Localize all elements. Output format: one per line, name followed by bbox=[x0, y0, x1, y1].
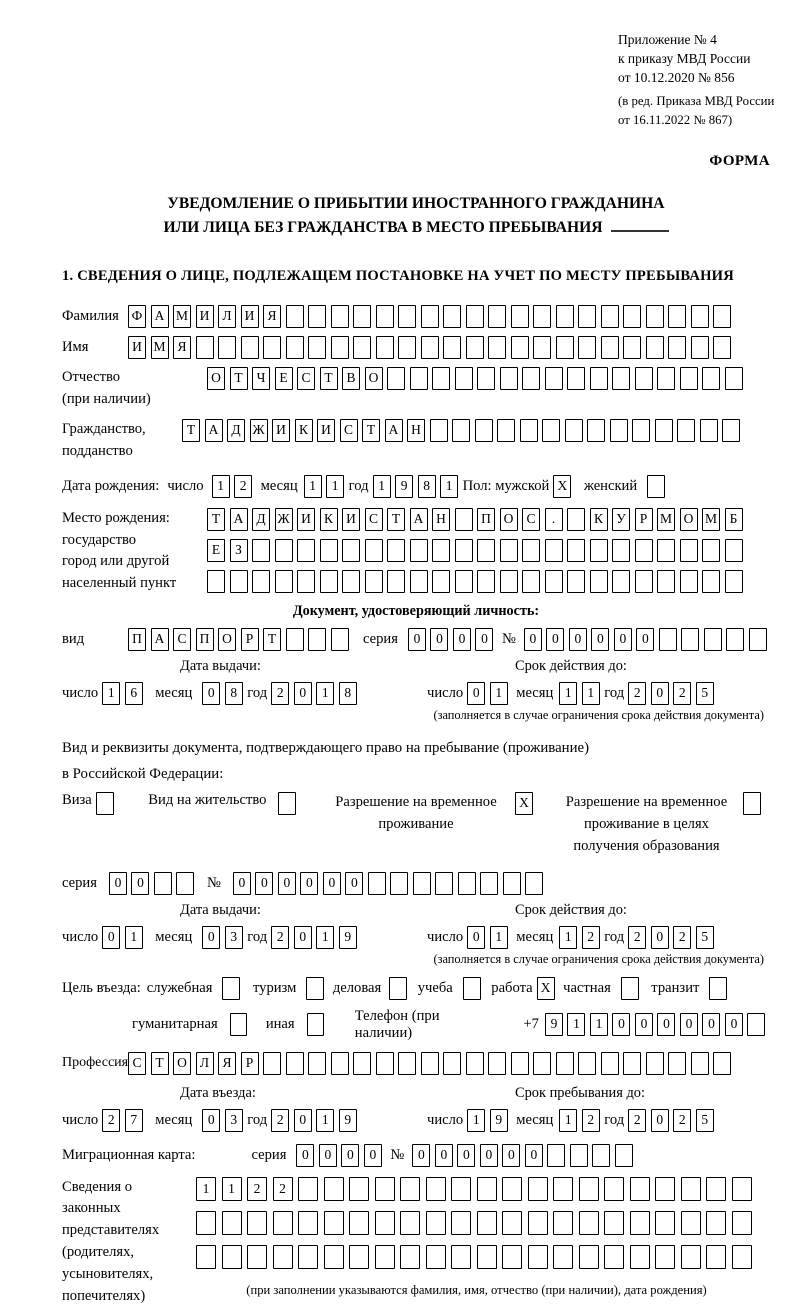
phone-prefix: +7 bbox=[523, 1016, 539, 1033]
form-title-line1: УВЕДОМЛЕНИЕ О ПРИБЫТИИ ИНОСТРАННОГО ГРАЖДАНИНА bbox=[167, 194, 665, 212]
profession-boxes: С Т О Л Я Р bbox=[128, 1052, 736, 1075]
residence-valid-day-boxes: 0 1 bbox=[467, 926, 512, 949]
residence-issue-day-boxes: 0 1 bbox=[102, 926, 147, 949]
purpose-row1 bbox=[62, 977, 770, 1000]
purpose-humanitarian-label: гуманитарная bbox=[132, 1016, 218, 1033]
sex-male-checkbox: X bbox=[553, 475, 571, 498]
representatives-note: (при заполнении указываются фамилия, имя, отчество (при наличии), дата рождения) bbox=[246, 1282, 707, 1297]
purpose-work-checkbox: X bbox=[537, 977, 555, 1000]
residence-number-label: № bbox=[206, 874, 221, 891]
residence-permit-label: Вид на жительство bbox=[148, 791, 267, 808]
entry-month-boxes: 0 3 bbox=[202, 1109, 247, 1132]
sex-female-label: женский bbox=[583, 477, 638, 494]
surname-boxes: Ф А М И Л И Я bbox=[128, 305, 736, 328]
purpose-other-checkbox bbox=[307, 1013, 325, 1036]
residence-issue-date: число 0 1 месяц 0 3 год 2 0 1 9 bbox=[62, 926, 427, 949]
doc-series-boxes: 0 0 0 0 bbox=[408, 628, 498, 651]
entry-day-boxes: 2 7 bbox=[102, 1109, 147, 1132]
temp-residence-label: Разрешение на временное проживание bbox=[335, 793, 497, 832]
entry-date-heading: Дата въезда: bbox=[180, 1084, 256, 1101]
birth-place-block bbox=[62, 508, 770, 601]
surname-row bbox=[62, 305, 770, 328]
temp-residence-edu-checkbox bbox=[743, 792, 761, 815]
doc-issue-heading: Дата выдачи: bbox=[180, 657, 261, 674]
name-boxes: И М Я bbox=[128, 336, 736, 359]
birth-day-boxes: 1 2 bbox=[212, 475, 257, 498]
residence-valid-heading: Срок действия до: bbox=[515, 901, 627, 918]
stay-month-boxes: 1 2 bbox=[559, 1109, 604, 1132]
birth-month-boxes: 1 1 bbox=[304, 475, 349, 498]
sex-female-checkbox bbox=[647, 475, 665, 498]
purpose-other-label: иная bbox=[265, 1016, 295, 1033]
doc-kind-boxes: П А С П О Р Т bbox=[128, 628, 353, 651]
migration-number-boxes: 0 0 0 0 0 0 bbox=[412, 1144, 637, 1167]
entry-year-boxes: 2 0 1 9 bbox=[271, 1109, 361, 1132]
stay-until-date: число 1 9 месяц 1 2 год 2 0 2 5 bbox=[427, 1109, 770, 1132]
doc-dates-row bbox=[62, 682, 770, 705]
form-title bbox=[62, 192, 770, 240]
purpose-humanitarian-checkbox bbox=[230, 1013, 248, 1036]
residence-issue-month-boxes: 0 3 bbox=[202, 926, 247, 949]
representatives-row2-boxes bbox=[196, 1211, 757, 1235]
representatives-row3-boxes bbox=[196, 1245, 757, 1269]
residence-dates-row bbox=[62, 926, 770, 949]
name-label: Имя bbox=[62, 339, 89, 356]
birth-place-row1-boxes: Т А Д Ж И К И С Т А Н П О С . К У Р М О М Б bbox=[207, 508, 747, 531]
residence-issue-year-boxes: 2 0 1 9 bbox=[271, 926, 361, 949]
header-line: Приложение № 4 bbox=[618, 32, 717, 47]
month-label: месяц bbox=[260, 477, 298, 494]
entry-dates-row bbox=[62, 1109, 770, 1132]
residence-doc-intro: Вид и реквизиты документа, подтверждающего право на пребывание (проживание) в Российской Федерации: bbox=[62, 739, 590, 783]
citizenship-boxes: Т А Д Ж И К И С Т А Н bbox=[182, 419, 745, 442]
sex-male-label: Пол: мужской bbox=[462, 477, 550, 494]
doc-valid-day-boxes: 0 1 bbox=[467, 682, 512, 705]
representatives-rows bbox=[196, 1177, 757, 1298]
stay-day-boxes: 1 9 bbox=[467, 1109, 512, 1132]
representatives-row1-boxes: 1 1 2 2 bbox=[196, 1177, 757, 1201]
doc-issue-year-boxes: 2 0 1 8 bbox=[271, 682, 361, 705]
temp-residence-checkbox: X bbox=[515, 792, 533, 815]
residence-permit-checkbox bbox=[278, 792, 296, 815]
doc-issue-month-boxes: 0 8 bbox=[202, 682, 247, 705]
section1-heading: 1. СВЕДЕНИЯ О ЛИЦЕ, ПОДЛЕЖАЩЕМ ПОСТАНОВКЕ НА УЧЕТ ПО МЕСТУ ПРЕБЫВАНИЯ bbox=[62, 268, 734, 285]
residence-valid-date: число 0 1 месяц 1 2 год 2 0 2 5 bbox=[427, 926, 770, 949]
form-label: ФОРМА bbox=[709, 152, 770, 169]
birth-place-row3-boxes bbox=[207, 570, 747, 593]
year-label: год bbox=[348, 477, 369, 494]
doc-valid-year-boxes: 2 0 2 5 bbox=[628, 682, 718, 705]
purpose-transit-checkbox bbox=[709, 977, 727, 1000]
purpose-official-checkbox bbox=[222, 977, 240, 1000]
purpose-business-label: деловая bbox=[332, 979, 382, 996]
phone-label: Телефон (при наличии) bbox=[354, 1007, 440, 1041]
citizenship-label: Гражданство, подданство bbox=[62, 420, 146, 459]
purpose-official-label: служебная bbox=[146, 979, 213, 996]
doc-series-label: серия bbox=[363, 630, 398, 647]
profession-row bbox=[62, 1052, 770, 1075]
entry-date-headings bbox=[62, 1085, 770, 1102]
document-header bbox=[618, 30, 775, 129]
visa-label: Виза bbox=[62, 791, 92, 808]
identity-doc-row bbox=[62, 628, 770, 651]
residence-series-label: серия bbox=[62, 874, 97, 891]
migration-card-row bbox=[62, 1144, 770, 1167]
birth-place-row2-boxes: Е З bbox=[207, 539, 747, 562]
header-amendment-line: (в ред. Приказа МВД России bbox=[618, 94, 775, 109]
surname-label: Фамилия bbox=[62, 308, 119, 325]
purpose-study-checkbox bbox=[463, 977, 481, 1000]
residence-series-row bbox=[62, 872, 770, 895]
doc-number-label: № bbox=[501, 630, 516, 647]
residence-date-headings bbox=[62, 902, 770, 919]
residence-valid-month-boxes: 1 2 bbox=[559, 926, 604, 949]
doc-kind-label: вид bbox=[62, 630, 85, 647]
purpose-transit-label: транзит bbox=[651, 979, 700, 996]
header-line: к приказу МВД России bbox=[618, 51, 751, 67]
name-row bbox=[62, 336, 770, 359]
residence-issue-heading: Дата выдачи: bbox=[180, 901, 261, 918]
birth-year-boxes: 1 9 8 1 bbox=[373, 475, 463, 498]
purpose-private-label: частная bbox=[563, 979, 611, 996]
stay-until-heading: Срок пребывания до: bbox=[515, 1084, 645, 1101]
purpose-private-checkbox bbox=[621, 977, 639, 1000]
profession-label: Профессия bbox=[62, 1055, 129, 1071]
stay-year-boxes: 2 0 2 5 bbox=[628, 1109, 718, 1132]
purpose-row2 bbox=[62, 1008, 770, 1042]
patronymic-boxes: О Т Ч Е С Т В О bbox=[207, 367, 747, 390]
migration-series-label: серия bbox=[251, 1146, 287, 1163]
birth-place-label: Место рождения: государство город или другой населенный пункт bbox=[62, 509, 177, 592]
purpose-tourism-label: туризм bbox=[252, 979, 297, 996]
residence-valid-year-boxes: 2 0 2 5 bbox=[628, 926, 718, 949]
citizenship-row bbox=[62, 419, 770, 463]
patronymic-label: Отчество (при наличии) bbox=[62, 369, 151, 407]
purpose-label: Цель въезда: bbox=[62, 979, 141, 996]
header-line: от 10.12.2020 № 856 bbox=[618, 70, 735, 86]
representatives-block bbox=[62, 1177, 770, 1308]
migration-number-label: № bbox=[390, 1146, 405, 1163]
form-title-line2: ИЛИ ЛИЦА БЕЗ ГРАЖДАНСТВА В МЕСТО ПРЕБЫВАНИЯ bbox=[62, 216, 770, 240]
residence-options-row bbox=[62, 792, 770, 858]
doc-number-boxes: 0 0 0 0 0 0 bbox=[524, 628, 772, 651]
doc-valid-heading: Срок действия до: bbox=[515, 657, 627, 674]
phone-boxes: 9 1 1 0 0 0 0 0 0 bbox=[545, 1013, 770, 1036]
doc-valid-month-boxes: 1 1 bbox=[559, 682, 604, 705]
residence-series-boxes: 0 0 bbox=[109, 872, 199, 895]
temp-residence-edu-label: Разрешение на временное проживание в целях получения образования bbox=[565, 793, 728, 854]
migration-card-label: Миграционная карта: bbox=[62, 1146, 196, 1163]
doc-issue-day-boxes: 1 6 bbox=[102, 682, 147, 705]
purpose-work-label: работа bbox=[491, 979, 533, 996]
purpose-tourism-checkbox bbox=[306, 977, 324, 1000]
doc-validity-note: (заполняется в случае ограничения срока действия документа) bbox=[433, 707, 764, 722]
identity-doc-heading: Документ, удостоверяющий личность: bbox=[292, 602, 540, 619]
birth-place-rows bbox=[207, 508, 747, 601]
purpose-business-checkbox bbox=[389, 977, 407, 1000]
doc-issue-date: число 1 6 месяц 0 8 год 2 0 1 8 bbox=[62, 682, 427, 705]
migration-series-boxes: 0 0 0 0 bbox=[296, 1144, 386, 1167]
day-label: число bbox=[167, 477, 204, 494]
header-amendment-line: от 16.11.2022 № 867) bbox=[618, 112, 733, 127]
patronymic-row bbox=[62, 367, 770, 411]
visa-checkbox bbox=[96, 792, 114, 815]
doc-valid-date: число 0 1 месяц 1 1 год 2 0 2 5 bbox=[427, 682, 770, 705]
representatives-label: Сведения о законных представителях (родителях, усыновителях, попечителях) bbox=[62, 1178, 160, 1305]
residence-validity-note: (заполняется в случае ограничения срока действия документа) bbox=[433, 951, 764, 966]
residence-number-boxes: 0 0 0 0 0 0 bbox=[233, 872, 548, 895]
purpose-study-label: учеба bbox=[417, 979, 453, 996]
doc-date-headings bbox=[62, 658, 770, 675]
birth-date-row bbox=[62, 475, 770, 498]
birth-date-label: Дата рождения: bbox=[62, 477, 160, 494]
entry-date: число 2 7 месяц 0 3 год 2 0 1 9 bbox=[62, 1109, 427, 1132]
title-underline bbox=[611, 230, 669, 232]
